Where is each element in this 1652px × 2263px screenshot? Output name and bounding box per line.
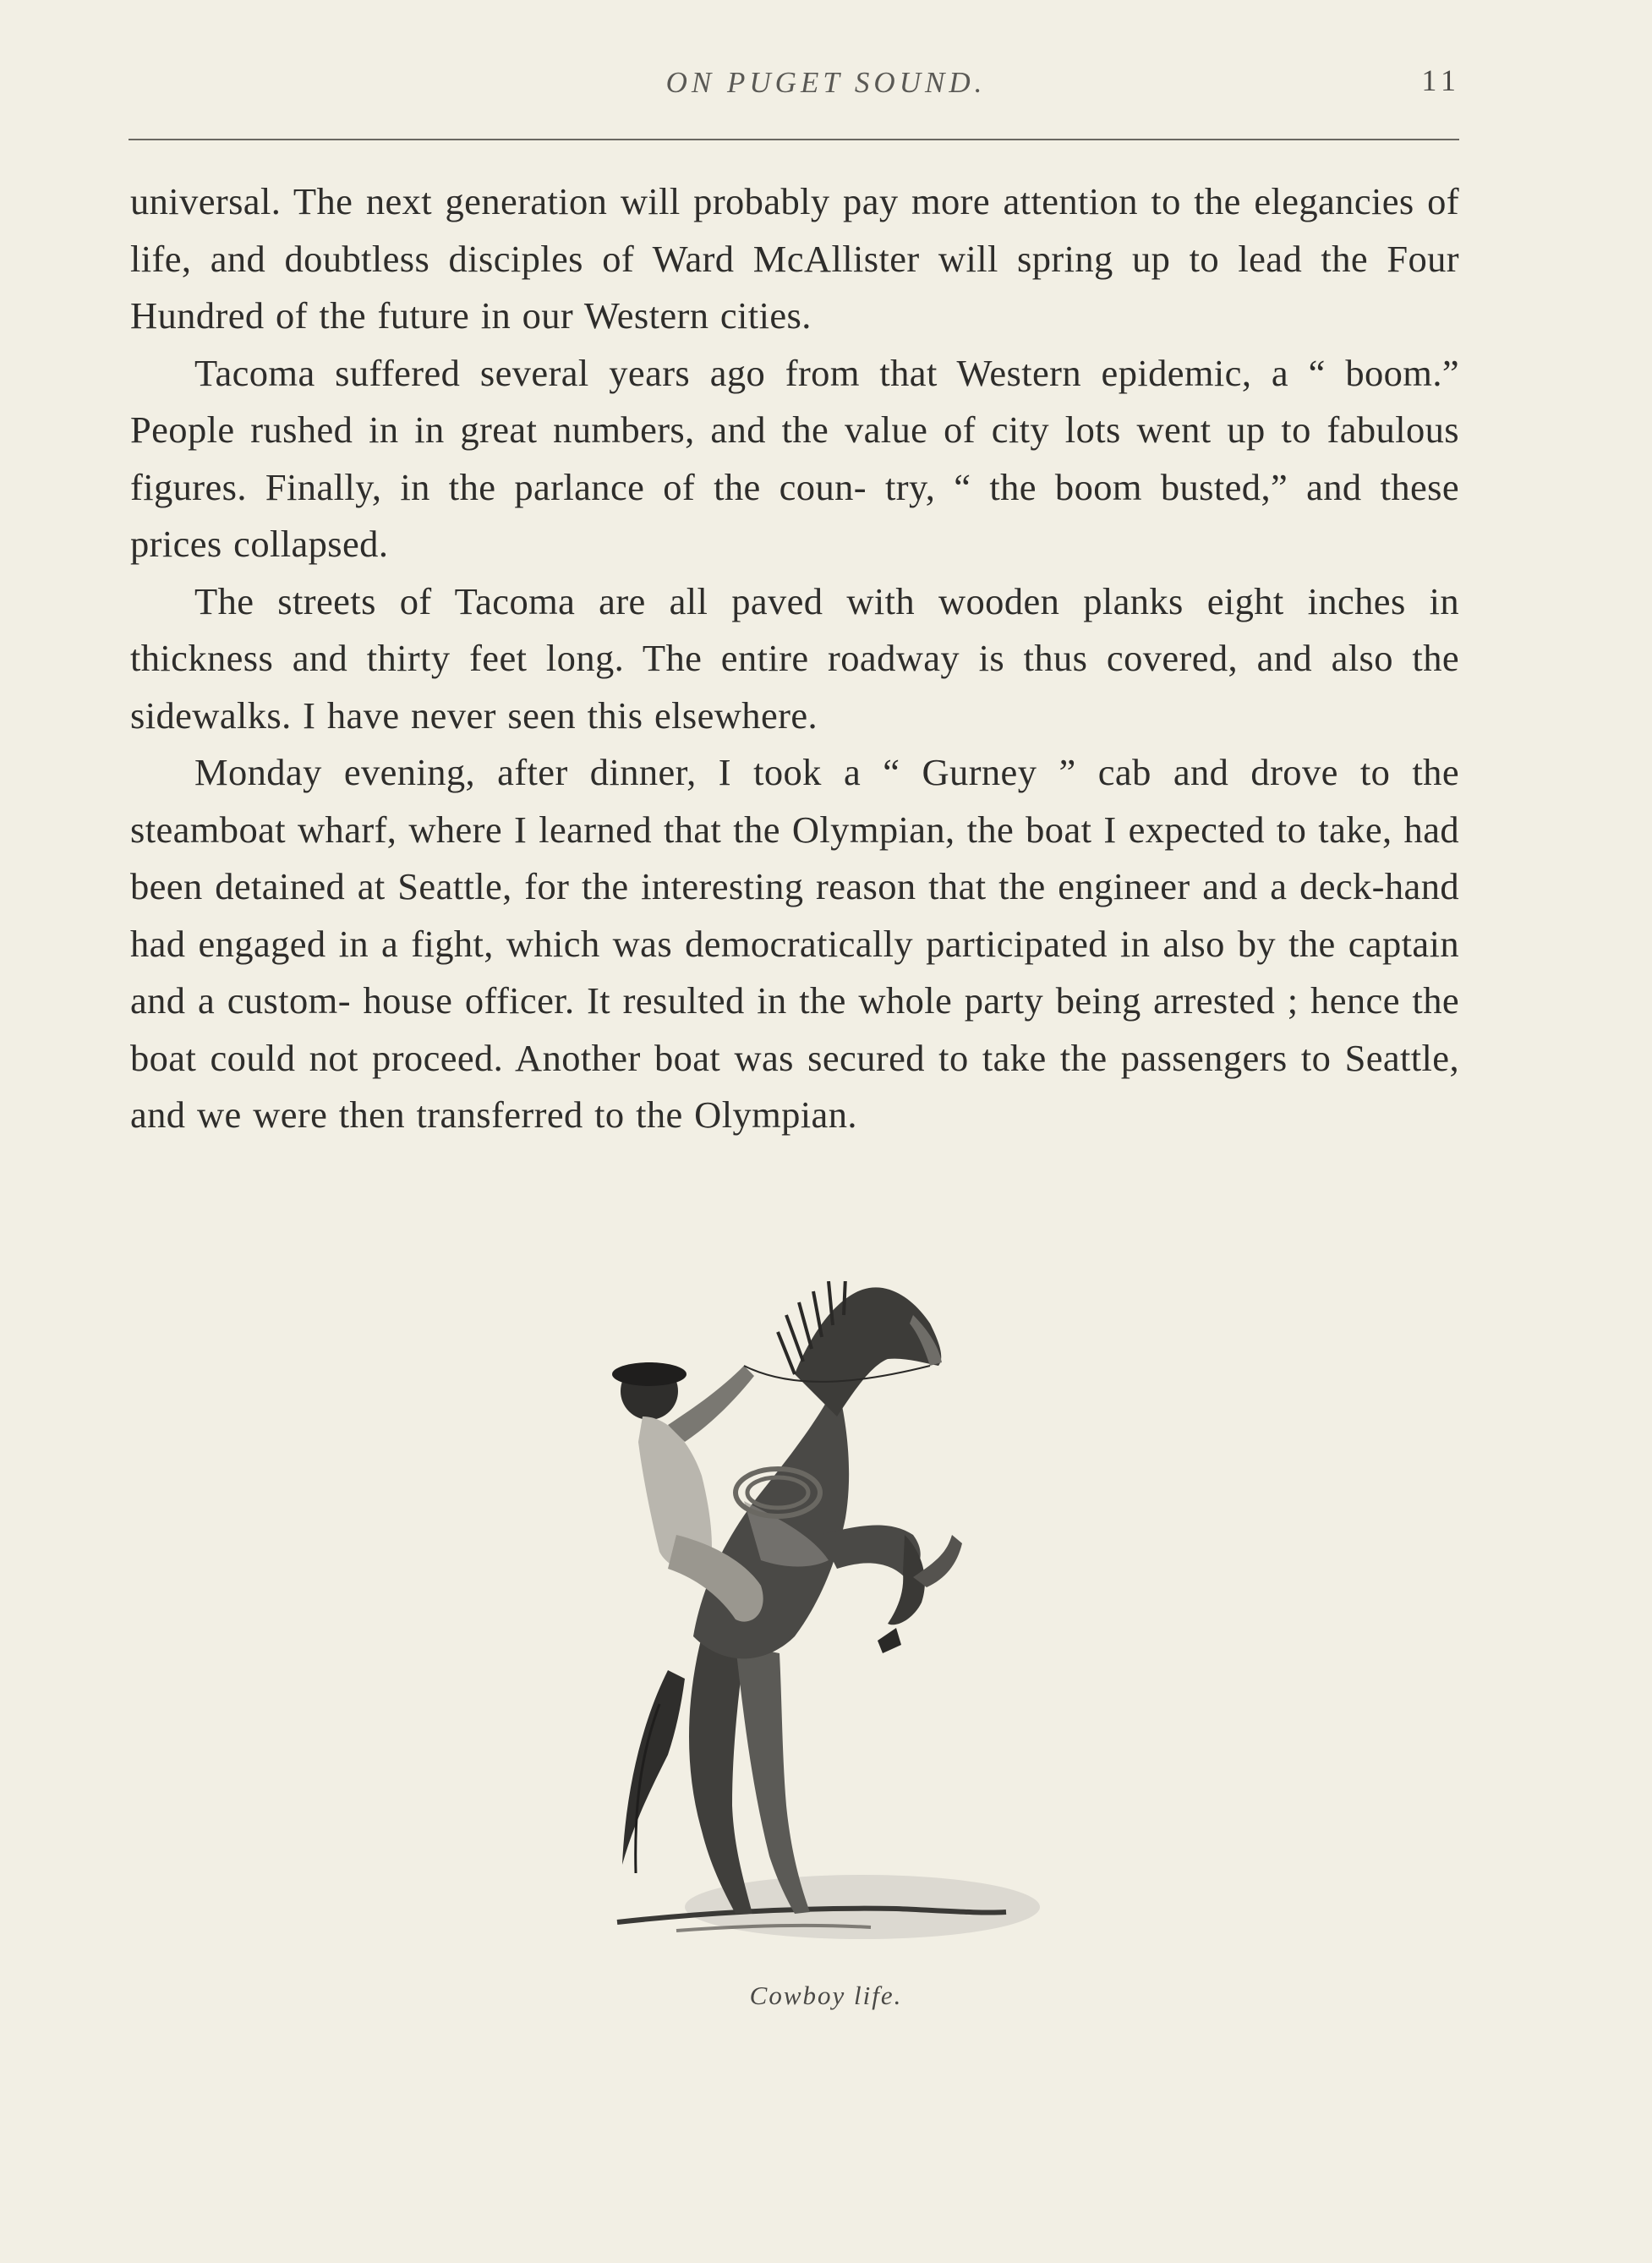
cowboy-illustration: [541, 1281, 1040, 1975]
paragraph-1: universal. The next generation will probably pay more attention to the elegancies of life, and doubtless disciples of Ward McAllister will spring up to lead the Four Hundred of the future in our Western cities.: [130, 180, 1459, 337]
running-head: [0, 63, 1652, 110]
header-rule: [129, 139, 1459, 140]
running-title: ON PUGET SOUND.: [665, 66, 987, 99]
body-text: [130, 173, 1459, 1144]
paragraph-4: Monday evening, after dinner, I took a “ Gurney ” cab and drove to the steamboat wharf, where I learned that the Olympian, the boat I expected to take, had been detained at Seattle, for the interesting reason that the engineer and a deck-hand had engaged in a fight, which was democratically participated in also by the captain and a custom- house officer. It resulted in the whole party being arrested ; hence the boat could not proceed. Another boat was secured to take the passengers to Seattle, and we were then transferred to the Olympian.: [130, 751, 1459, 1136]
page-number: 11: [1421, 63, 1461, 97]
paragraph-3: The streets of Tacoma are all paved with wooden planks eight inches in thickness and thirty feet long. The entire roadway is thus covered, and also the sidewalks. I have never seen this elsewhere.: [130, 579, 1459, 737]
figure-caption: Cowboy life.: [749, 1981, 903, 2010]
paragraph-2: Tacoma suffered several years ago from that Western epidemic, a “ boom.” People rushed in in great numbers, and the value of city lots went up to fabulous figures. Finally, in the parlance of the coun- try, “ the boom busted,” and these prices collapsed.: [130, 351, 1459, 565]
